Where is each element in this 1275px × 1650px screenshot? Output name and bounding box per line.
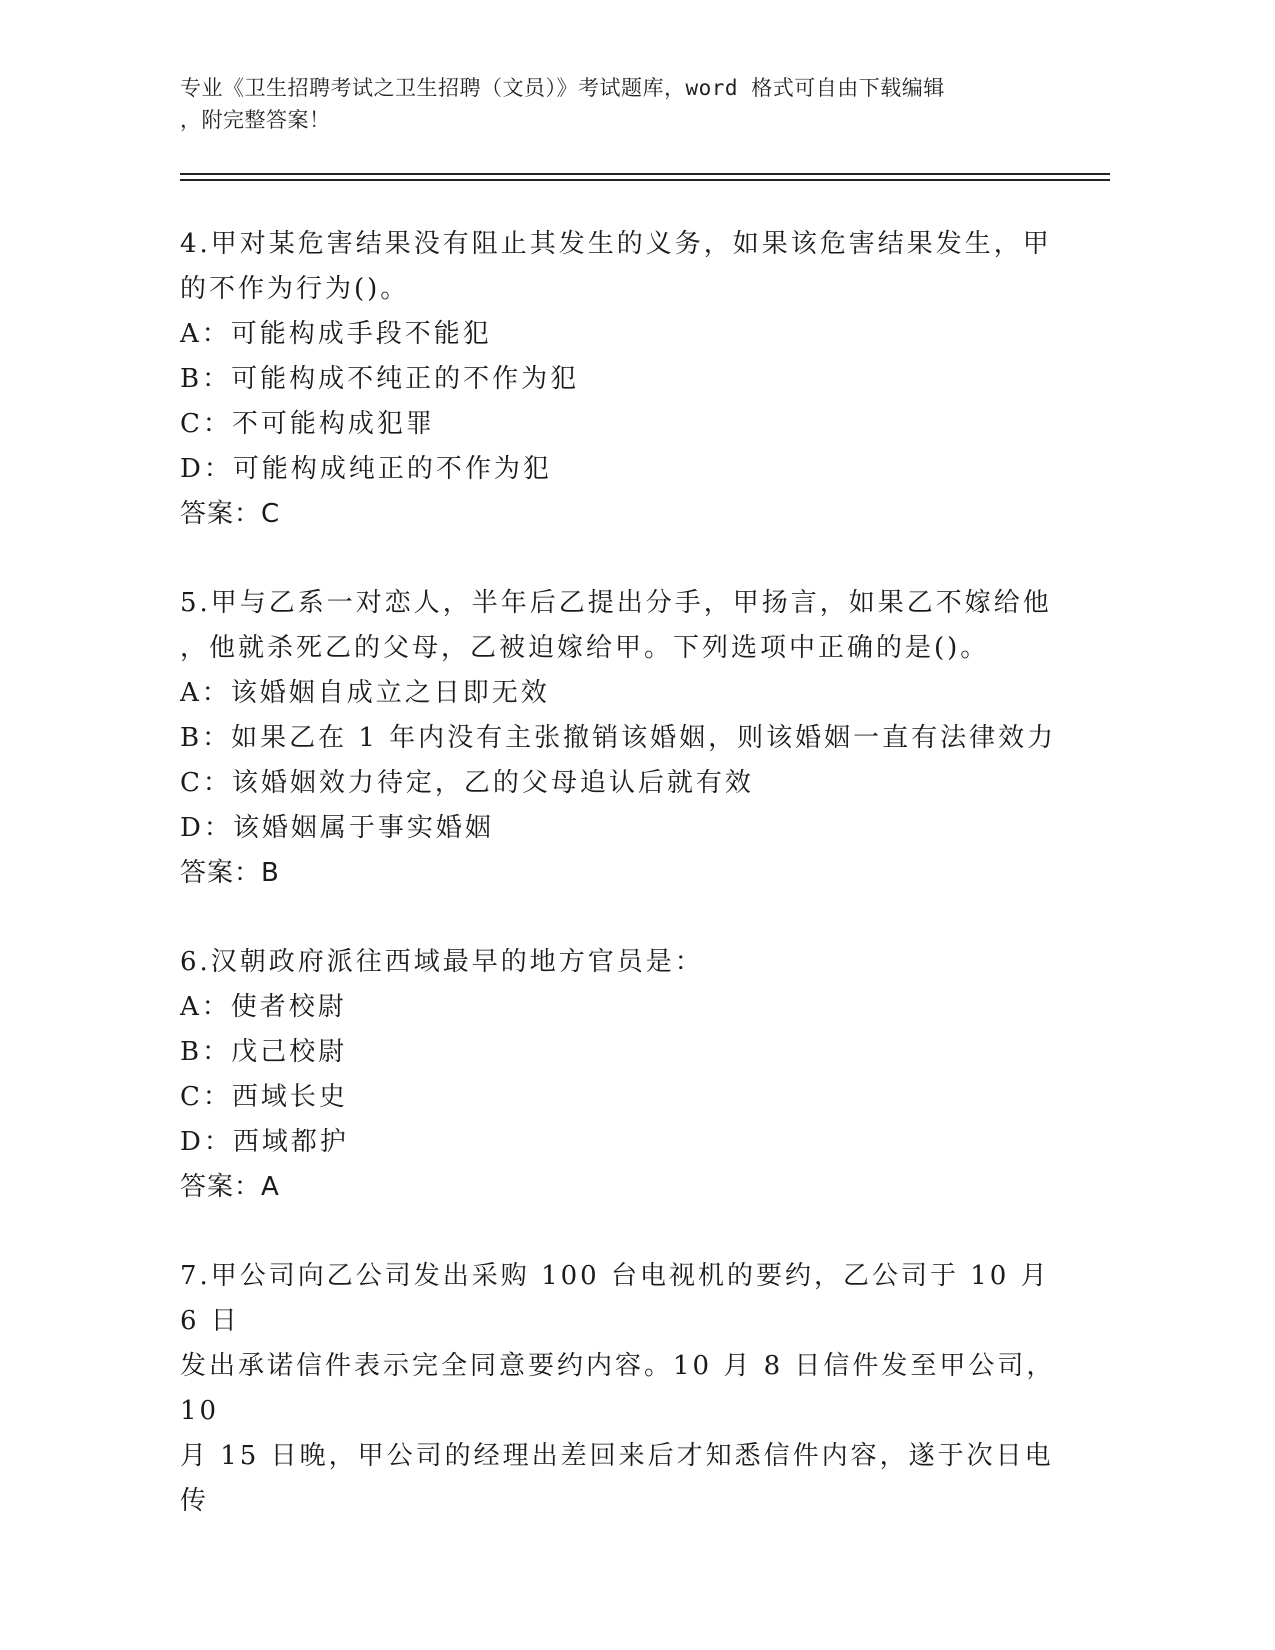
header-divider-bottom bbox=[180, 179, 1110, 181]
question-7 bbox=[180, 1254, 1060, 1524]
question-6-option-c: C：西域长史 bbox=[180, 1082, 348, 1112]
question-5-stem-line-1: 5.甲与乙系一对恋人，半年后乙提出分手，甲扬言，如果乙不嫁给他 bbox=[180, 588, 1052, 618]
question-7-stem-line-2: 发出承诺信件表示完全同意要约内容。10 月 8 日信件发至甲公司，10 bbox=[180, 1351, 1056, 1426]
header-divider-top bbox=[180, 173, 1110, 175]
question-6-option-d: D：西域都护 bbox=[180, 1127, 349, 1157]
question-list bbox=[180, 222, 1060, 1569]
question-6-option-b: B：戊己校尉 bbox=[180, 1037, 348, 1067]
question-5-option-c: C：该婚姻效力待定，乙的父母追认后就有效 bbox=[180, 768, 754, 798]
question-4-stem-line-1: 4.甲对某危害结果没有阻止其发生的义务，如果该危害结果发生，甲 bbox=[180, 229, 1052, 259]
header-note-line-1: 专业《卫生招聘考试之卫生招聘（文员）》考试题库，word 格式可自由下载编辑 bbox=[180, 76, 945, 100]
question-5-option-d: D：该婚姻属于事实婚姻 bbox=[180, 813, 494, 843]
question-4-option-c: C：不可能构成犯罪 bbox=[180, 409, 435, 439]
question-6-answer: 答案：A bbox=[180, 1172, 280, 1202]
question-4-stem-line-2: 的不作为行为()。 bbox=[180, 274, 410, 304]
question-5-answer: 答案：B bbox=[180, 858, 280, 888]
question-5-option-b: B：如果乙在 1 年内没有主张撤销该婚姻，则该婚姻一直有法律效力 bbox=[180, 723, 1057, 753]
question-5-option-a: A：该婚姻自成立之日即无效 bbox=[180, 678, 550, 708]
question-5 bbox=[180, 581, 1060, 895]
question-4-option-b: B：可能构成不纯正的不作为犯 bbox=[180, 364, 580, 394]
question-4-answer: 答案：C bbox=[180, 499, 281, 529]
question-6-stem-line-1: 6.汉朝政府派往西域最早的地方官员是： bbox=[180, 947, 704, 977]
question-4 bbox=[180, 222, 1060, 536]
question-5-stem-line-2: ，他就杀死乙的父母，乙被迫嫁给甲。下列选项中正确的是()。 bbox=[180, 633, 990, 663]
question-6-option-a: A：使者校尉 bbox=[180, 992, 347, 1022]
question-4-option-d: D：可能构成纯正的不作为犯 bbox=[180, 454, 552, 484]
header-note-line-2: ，附完整答案！ bbox=[180, 108, 331, 132]
question-7-stem-line-1: 7.甲公司向乙公司发出采购 100 台电视机的要约，乙公司于 10 月 6 日 bbox=[180, 1261, 1050, 1336]
question-7-stem-line-3: 月 15 日晚，甲公司的经理出差回来后才知悉信件内容，遂于次日电传 bbox=[180, 1441, 1054, 1516]
header-note bbox=[180, 72, 1060, 136]
question-4-option-a: A：可能构成手段不能犯 bbox=[180, 319, 492, 349]
question-6 bbox=[180, 940, 1060, 1209]
